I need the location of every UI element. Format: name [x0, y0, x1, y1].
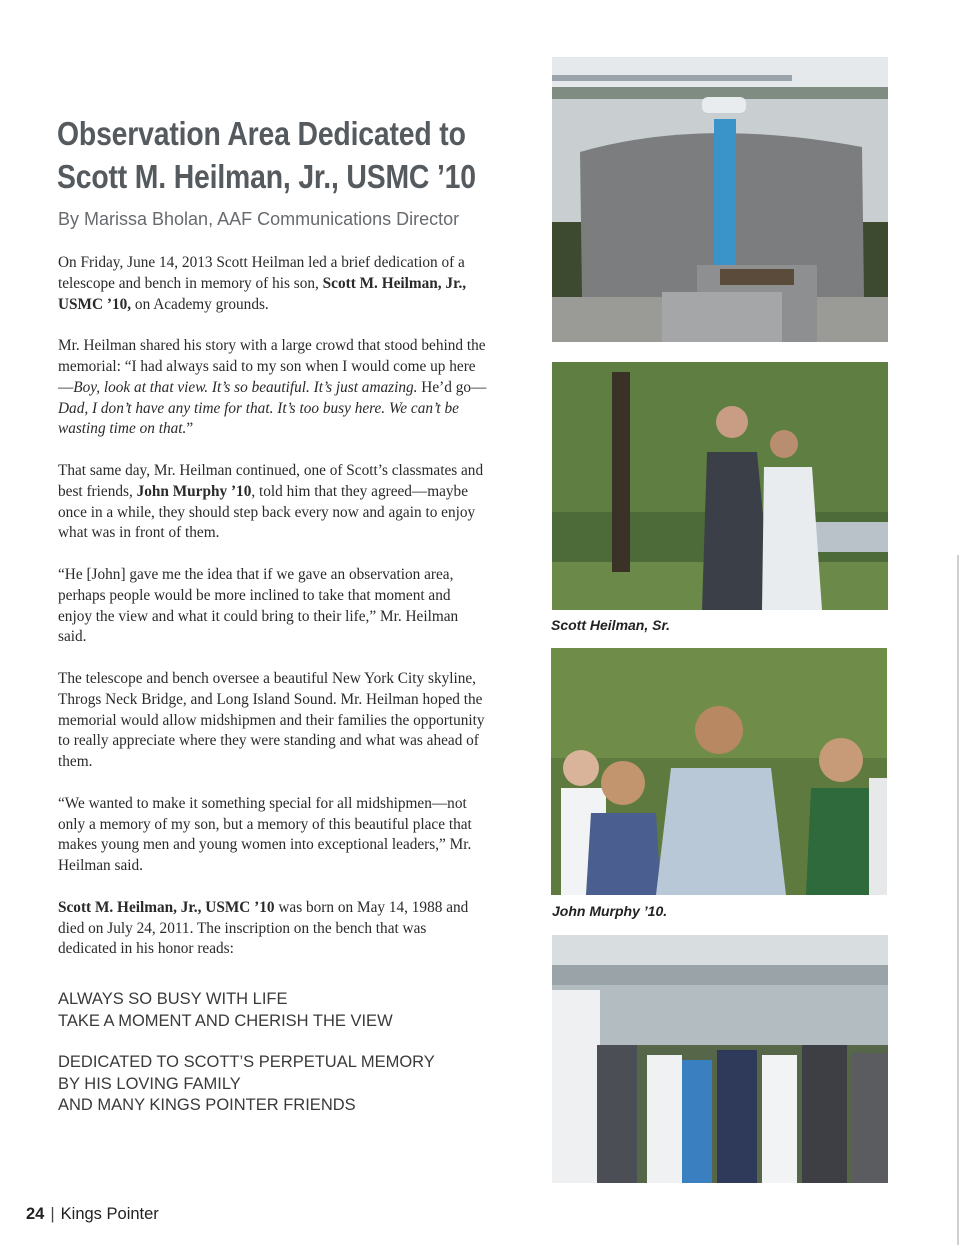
inscription-line: DEDICATED TO SCOTT’S PERPETUAL MEMORY — [58, 1053, 435, 1071]
photo-caption-john-murphy: John Murphy ’10. — [552, 903, 668, 919]
page-footer — [26, 1205, 159, 1224]
article-body — [58, 253, 488, 981]
footer-separator: | — [50, 1205, 55, 1223]
paragraph-5: The telescope and bench oversee a beautiful New York City skyline, Throgs Neck Bridge, and Long Island Sound. Mr. Heilman hoped the memorial would allow midshipmen and their families the opportunity to really appreciate where they were standing and what was ahead of them. — [58, 669, 485, 771]
page-number: 24 — [26, 1205, 45, 1223]
paragraph-2: Mr. Heilman shared his story with a large crowd that stood behind the memorial: “I had always said to my son when I would come up here—Boy, look at that view. It’s so beautiful. It’s just amazing. He’d go—Dad, I don’t have any time for that. It’s too busy here. We can’t be wasting time on that.” — [58, 337, 487, 438]
scott-heilman-sr-photo — [552, 362, 888, 610]
memorial-telescope-photo — [552, 57, 888, 342]
dedication-crowd-photo — [552, 935, 888, 1183]
inscription-line: AND MANY KINGS POINTER FRIENDS — [58, 1096, 356, 1114]
inscription-line: BY HIS LOVING FAMILY — [58, 1074, 241, 1093]
john-murphy-photo — [551, 648, 887, 895]
page-edge-rule — [957, 555, 959, 1245]
paragraph-6: “We wanted to make it something special for all midshipmen—not only a memory of my son, but a memory of this beautiful place that makes young men and young women into exceptional leaders,” Mr. Heilman said. — [58, 794, 472, 875]
paragraph-1: On Friday, June 14, 2013 Scott Heilman led a brief dedication of a telescope and bench in memory of his son, Scott M. Heilman, Jr., USMC ’10, on Academy grounds. — [58, 254, 467, 313]
article-title-line-2: Scott M. Heilman, Jr., USMC ’10 — [57, 158, 476, 195]
publication-name: Kings Pointer — [60, 1205, 159, 1223]
paragraph-3: That same day, Mr. Heilman continued, one of Scott’s classmates and best friends, John Murphy ’10, told him that they agreed—maybe once in a while, they should step back every now and again to enjoy what was in front of them. — [58, 461, 484, 542]
article-title-line-1: Observation Area Dedicated to — [57, 115, 466, 152]
paragraph-4: “He [John] gave me the idea that if we gave an observation area, perhaps people would be more inclined to take that moment and enjoy the view and what it could bring to their life,” Mr. Heilman said. — [58, 565, 459, 646]
paragraph-7: Scott M. Heilman, Jr., USMC ’10 was born on May 14, 1988 and died on July 24, 2011. The inscription on the bench that was dedicated in his honor reads: — [58, 898, 469, 958]
inscription-line: ALWAYS SO BUSY WITH LIFE — [58, 990, 288, 1008]
photo-caption-scott-heilman-sr: Scott Heilman, Sr. — [551, 617, 671, 633]
byline: By Marissa Bholan, AAF Communications Director — [58, 209, 460, 229]
article-title — [57, 112, 476, 198]
inscription-line: TAKE A MOMENT AND CHERISH THE VIEW — [58, 1011, 393, 1030]
bench-inscription — [58, 989, 498, 1117]
